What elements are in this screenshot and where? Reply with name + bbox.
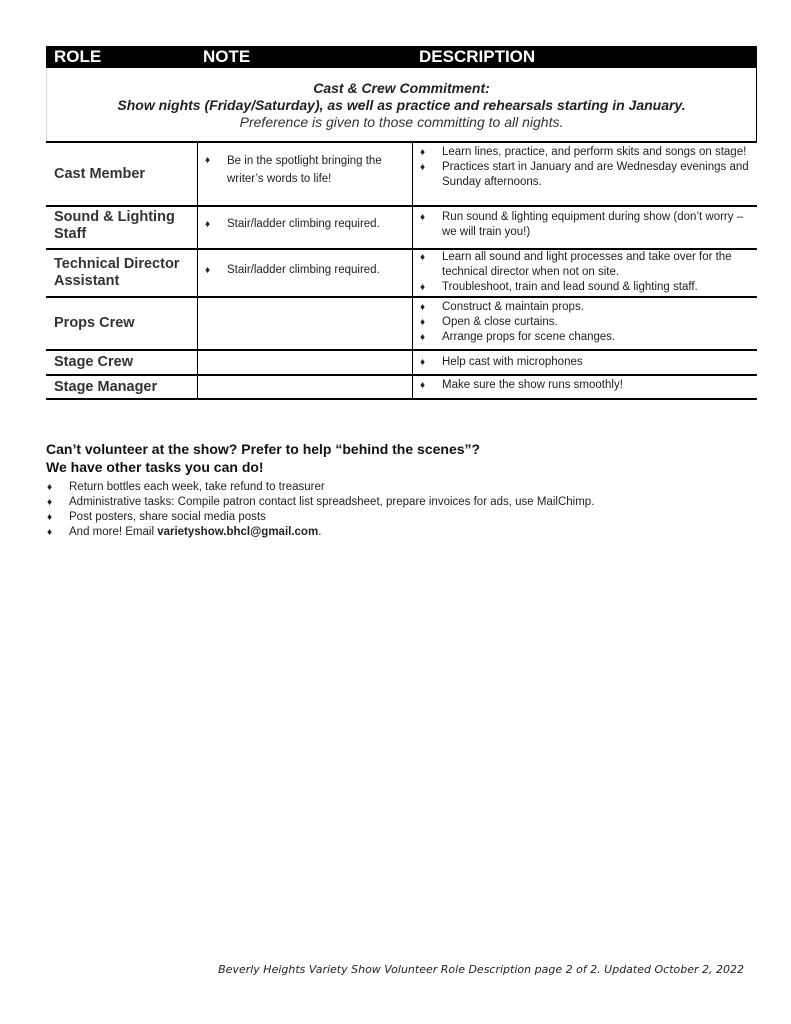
table-row [46, 349, 757, 374]
task-item: ♦ Return bottles each week, take refund to treasurer [46, 480, 746, 495]
note-item: ♦ Be in the spotlight bringing the writer’s words to life! [198, 152, 409, 188]
description-item: ♦ Make sure the show runs smoothly! [413, 378, 751, 393]
other-tasks-section [46, 440, 746, 540]
role-label: Stage Crew [54, 354, 133, 370]
table-row [46, 374, 757, 400]
roles-table [46, 46, 757, 400]
description-item: ♦ Open & close curtains. [413, 315, 751, 330]
other-tasks-question: Can’t volunteer at the show? Prefer to help “behind the scenes”? [46, 441, 481, 457]
commitment-schedule: Show nights (Friday/Saturday), as well as practice and rehearsals starting in January. [117, 97, 686, 113]
role-label: Cast Member [54, 166, 146, 182]
description-item: ♦ Help cast with microphones [413, 355, 751, 370]
role-cell [46, 351, 197, 374]
note-cell [197, 298, 413, 349]
note-cell [197, 376, 413, 398]
description-item: ♦ Arrange props for scene changes. [413, 330, 751, 345]
note-cell [197, 143, 413, 205]
header-role: ROLE [54, 47, 102, 66]
page-footer: Beverly Heights Variety Show Volunteer Role Description page 2 of 2. Updated October 2, 2022 [218, 963, 744, 976]
description-item: ♦ Learn lines, practice, and perform skits and songs on stage! [413, 145, 751, 160]
table-row [46, 248, 757, 296]
note-item: ♦ Stair/ladder climbing required. [198, 217, 409, 232]
role-cell [46, 376, 197, 398]
role-label: Sound & Lighting Staff [54, 209, 175, 242]
role-cell [46, 143, 197, 205]
description-cell [412, 250, 757, 296]
commitment-preference: Preference is given to those committing to all nights. [239, 114, 564, 130]
role-label: Props Crew [54, 315, 135, 331]
note-cell [197, 207, 413, 248]
more-suffix: . [318, 526, 322, 538]
commitment-title: Cast & Crew Commitment: [313, 80, 490, 96]
description-cell [412, 298, 757, 349]
task-item: ♦ Administrative tasks: Compile patron contact list spreadsheet, prepare invoices for ads, use MailChimp. [46, 495, 746, 510]
table-row [46, 205, 757, 248]
description-item: ♦ Practices start in January and are Wednesday evenings and Sunday afternoons. [413, 160, 751, 190]
role-cell [46, 207, 197, 248]
note-item: ♦ Stair/ladder climbing required. [198, 263, 409, 278]
description-item: ♦ Run sound & lighting equipment during show (don’t worry – we will train you!) [413, 210, 751, 240]
role-label: Technical Director Assistant [54, 256, 180, 289]
description-item: ♦ Troubleshoot, train and lead sound & lighting staff. [413, 280, 751, 295]
header-note: NOTE [203, 47, 251, 66]
header-description: DESCRIPTION [419, 47, 536, 66]
note-cell [197, 250, 413, 296]
description-cell [412, 351, 757, 374]
role-cell [46, 250, 197, 296]
description-item: ♦ Construct & maintain props. [413, 300, 751, 315]
email-link[interactable]: varietyshow.bhcl@gmail.com [157, 526, 319, 538]
role-label: Stage Manager [54, 379, 158, 395]
more-prefix: And more! Email [69, 526, 158, 538]
other-tasks-list [46, 480, 746, 540]
task-item [46, 525, 746, 540]
table-header [46, 46, 757, 68]
description-cell [412, 143, 757, 205]
other-tasks-subheading: We have other tasks you can do! [46, 459, 264, 475]
role-cell [46, 298, 197, 349]
task-item: ♦ Post posters, share social media posts [46, 510, 746, 525]
description-cell [412, 376, 757, 398]
description-item: ♦ Learn all sound and light processes and take over for the technical director when not on site. [413, 250, 751, 280]
commitment-box [46, 68, 757, 141]
table-row [46, 141, 757, 205]
description-cell [412, 207, 757, 248]
note-cell [197, 351, 413, 374]
table-row [46, 296, 757, 349]
